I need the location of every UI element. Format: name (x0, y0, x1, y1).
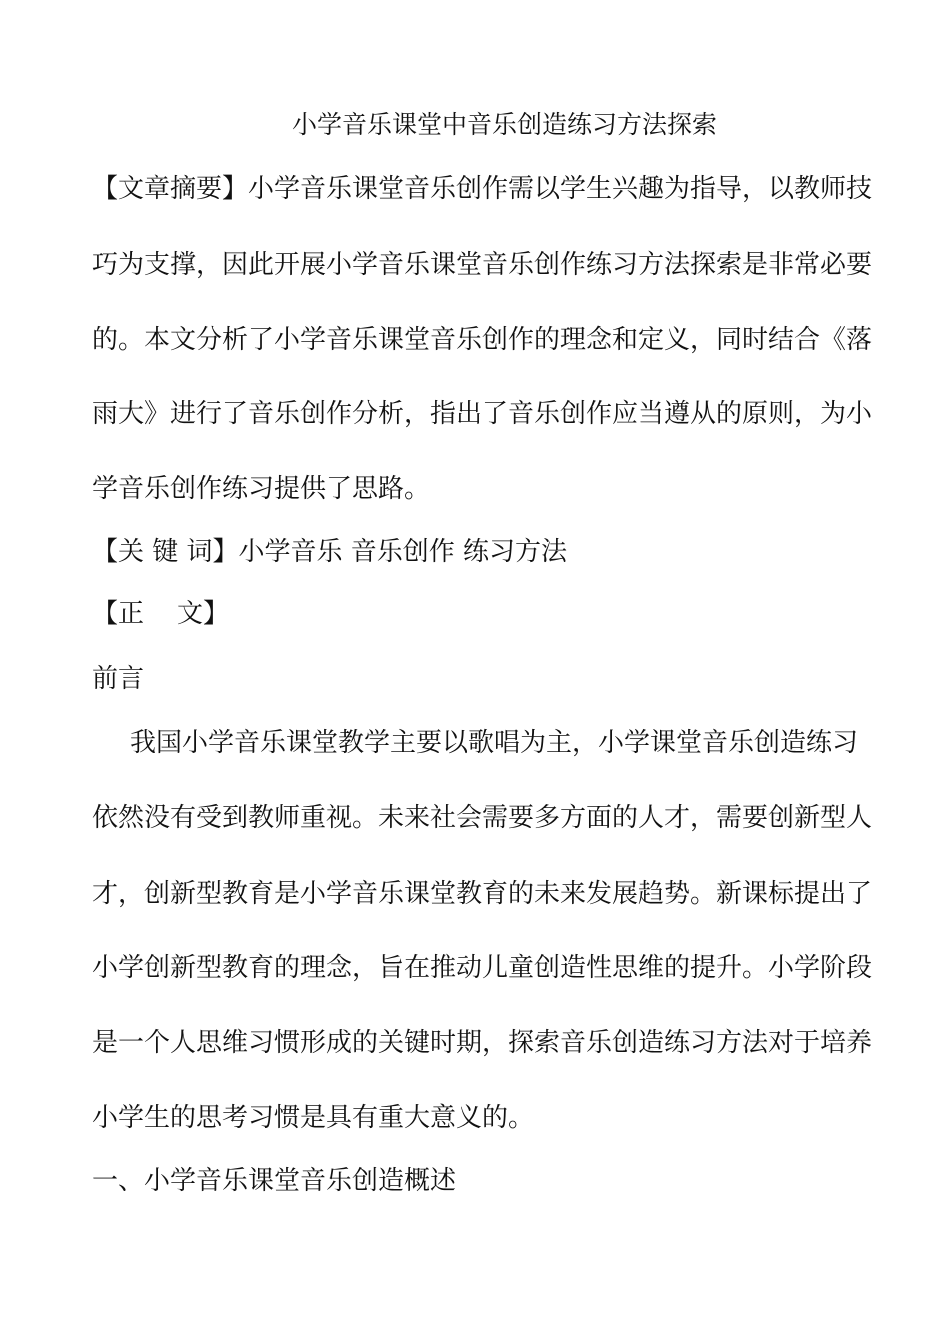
abstract-line: 雨大》进行了音乐创作分析，指出了音乐创作应当遵从的原则，为小 (92, 399, 873, 429)
preface-line: 才，创新型教育是小学音乐课堂教育的未来发展趋势。新课标提出了 (92, 879, 873, 909)
preface-line: 小学生的思考习惯是具有重大意义的。 (92, 1103, 535, 1133)
section-heading: 一、小学音乐课堂音乐创造概述 (92, 1166, 457, 1196)
preface-heading: 前言 (92, 664, 145, 694)
preface-line: 小学创新型教育的理念，旨在推动儿童创造性思维的提升。小学阶段 (92, 953, 873, 983)
abstract-line: 【文章摘要】小学音乐课堂音乐创作需以学生兴趣为指导，以教师技 (92, 174, 873, 204)
abstract-line: 学音乐创作练习提供了思路。 (92, 474, 431, 504)
keywords-line: 【关 键 词】小学音乐 音乐创作 练习方法 (92, 537, 568, 567)
abstract-line: 的。本文分析了小学音乐课堂音乐创作的理念和定义，同时结合《落 (92, 325, 873, 355)
body-label: 【正 文】 (92, 599, 230, 629)
abstract-line: 巧为支撑，因此开展小学音乐课堂音乐创作练习方法探索是非常必要 (92, 250, 873, 280)
preface-line: 是一个人思维习惯形成的关键时期，探索音乐创造练习方法对于培养 (92, 1028, 873, 1058)
preface-line: 依然没有受到教师重视。未来社会需要多方面的人才，需要创新型人 (92, 803, 873, 833)
preface-line: 我国小学音乐课堂教学主要以歌唱为主，小学课堂音乐创造练习 (130, 728, 859, 758)
document-title: 小学音乐课堂中音乐创造练习方法探索 (292, 110, 718, 139)
